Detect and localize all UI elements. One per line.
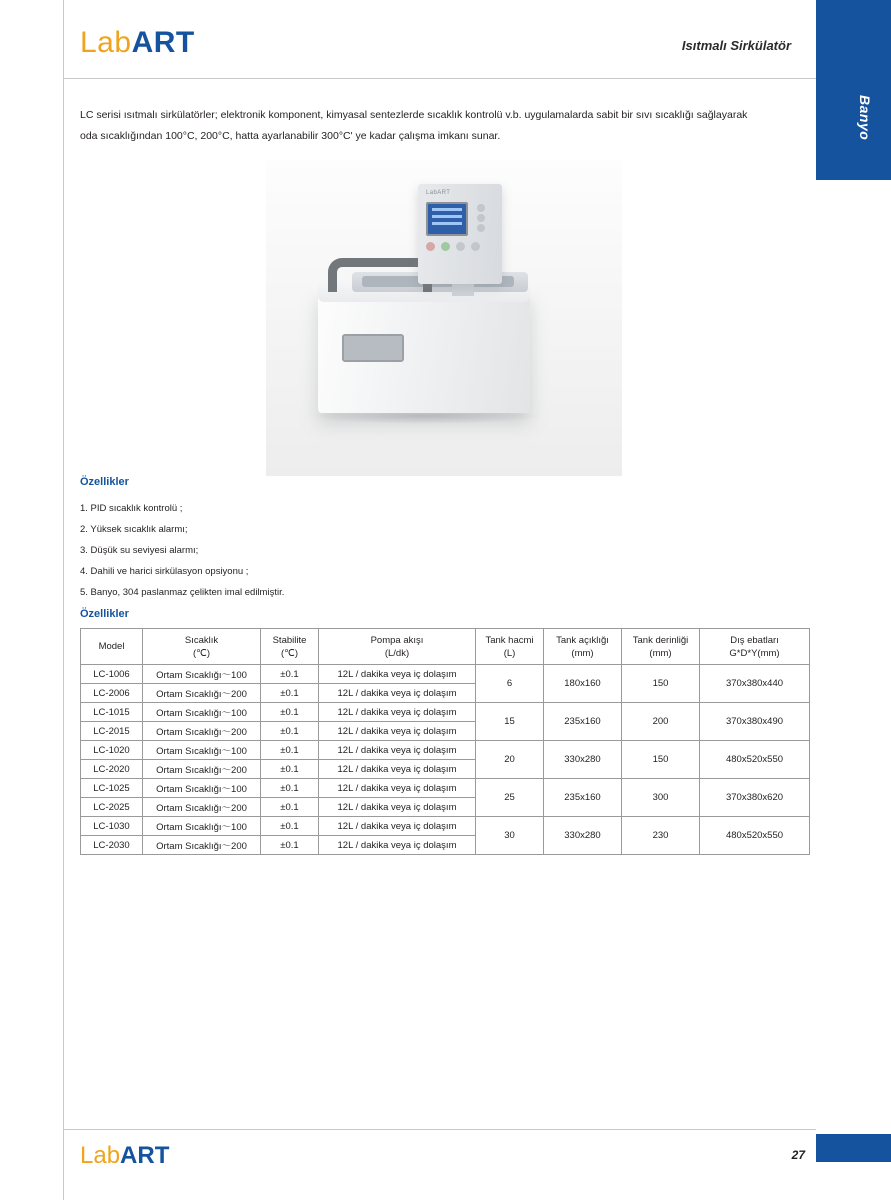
control-buttons bbox=[426, 242, 496, 251]
cell-temperature: Ortam Sıcaklığı～200 bbox=[143, 760, 261, 779]
column-header-line1: Tank hacmi bbox=[485, 634, 534, 646]
table-row bbox=[81, 779, 810, 798]
cell-pump-flow: 12L / dakika veya iç dolaşım bbox=[319, 665, 476, 684]
cell-dimensions: 370x380x440 bbox=[700, 665, 810, 703]
cell-stability: ±0.1 bbox=[261, 684, 319, 703]
cell-temperature: Ortam Sıcaklığı～100 bbox=[143, 703, 261, 722]
cell-model: LC-1030 bbox=[81, 817, 143, 836]
cell-tank-volume: 30 bbox=[476, 817, 544, 855]
cell-model: LC-1020 bbox=[81, 741, 143, 760]
set-button-icon bbox=[471, 242, 480, 251]
cell-temperature: Ortam Sıcaklığı～100 bbox=[143, 741, 261, 760]
column-header-line2: (L/dk) bbox=[384, 647, 410, 659]
column-header-line2: (℃) bbox=[193, 647, 210, 659]
column-header-tank-depth bbox=[622, 629, 700, 665]
intro-paragraph: LC serisi ısıtmalı sirkülatörler; elektronik komponent, kimyasal sentezlerde sıcaklık kontrolü v.b. uygulamalarda sabit bir sıvı sıcaklığı sağlayarak oda sıcaklığından 100°C, 200°C, hatta ayarlanabilir 300°C' ye kadar çalışma imkanı sunar. bbox=[80, 108, 748, 142]
carry-handle bbox=[328, 258, 432, 292]
cell-model: LC-1006 bbox=[81, 665, 143, 684]
cell-temperature: Ortam Sıcaklığı～200 bbox=[143, 798, 261, 817]
product-image bbox=[266, 160, 622, 476]
cell-model: LC-2015 bbox=[81, 722, 143, 741]
cell-model: LC-1015 bbox=[81, 703, 143, 722]
cell-pump-flow: 12L / dakika veya iç dolaşım bbox=[319, 836, 476, 855]
column-header-line2: (L) bbox=[503, 647, 516, 659]
cell-tank-opening: 330x280 bbox=[544, 741, 622, 779]
features-list bbox=[80, 498, 580, 603]
cell-tank-volume: 15 bbox=[476, 703, 544, 741]
cell-pump-flow: 12L / dakika veya iç dolaşım bbox=[319, 722, 476, 741]
stop-button-icon bbox=[456, 242, 465, 251]
cell-temperature: Ortam Sıcaklığı～200 bbox=[143, 684, 261, 703]
cell-pump-flow: 12L / dakika veya iç dolaşım bbox=[319, 741, 476, 760]
list-item: 1. PID sıcaklık kontrolü ; bbox=[80, 503, 183, 514]
cell-dimensions: 370x380x620 bbox=[700, 779, 810, 817]
cell-model: LC-1025 bbox=[81, 779, 143, 798]
brand-logo bbox=[80, 26, 195, 60]
cell-tank-opening: 235x160 bbox=[544, 703, 622, 741]
column-header-temperature bbox=[143, 629, 261, 665]
column-header-line1: Tank açıklığı bbox=[556, 634, 609, 646]
header-divider bbox=[64, 78, 816, 79]
cell-temperature: Ortam Sıcaklığı～100 bbox=[143, 665, 261, 684]
cell-tank-depth: 150 bbox=[622, 665, 700, 703]
page-left-rule bbox=[63, 0, 64, 1200]
cell-dimensions: 480x520x550 bbox=[700, 741, 810, 779]
column-header-line1: Tank derinliği bbox=[632, 634, 689, 646]
footer-logo-lab: Lab bbox=[80, 1142, 121, 1169]
page-title: Isıtmalı Sirkülatör bbox=[681, 38, 791, 53]
column-header-line1: Sıcaklık bbox=[184, 634, 219, 646]
start-button-icon bbox=[441, 242, 450, 251]
cell-stability: ±0.1 bbox=[261, 760, 319, 779]
column-header-tank-volume bbox=[476, 629, 544, 665]
cell-temperature: Ortam Sıcaklığı～100 bbox=[143, 817, 261, 836]
table-row bbox=[81, 665, 810, 684]
cell-pump-flow: 12L / dakika veya iç dolaşım bbox=[319, 684, 476, 703]
column-header-line2: (mm) bbox=[649, 647, 672, 659]
power-button-icon bbox=[426, 242, 435, 251]
brand-logo-lab: Lab bbox=[80, 26, 132, 59]
page-number: 27 bbox=[791, 1148, 805, 1162]
cell-stability: ±0.1 bbox=[261, 836, 319, 855]
cell-model: LC-2030 bbox=[81, 836, 143, 855]
cell-temperature: Ortam Sıcaklığı～100 bbox=[143, 779, 261, 798]
cell-tank-depth: 200 bbox=[622, 703, 700, 741]
cell-tank-volume: 6 bbox=[476, 665, 544, 703]
cell-stability: ±0.1 bbox=[261, 665, 319, 684]
column-header-model bbox=[81, 629, 143, 665]
cell-model: LC-2025 bbox=[81, 798, 143, 817]
front-window bbox=[342, 334, 404, 362]
list-item: 4. Dahili ve harici sirkülasyon opsiyonu ; bbox=[80, 566, 249, 577]
cell-tank-volume: 25 bbox=[476, 779, 544, 817]
cell-tank-depth: 300 bbox=[622, 779, 700, 817]
table-header-row bbox=[81, 629, 810, 665]
cell-tank-depth: 230 bbox=[622, 817, 700, 855]
cell-tank-depth: 150 bbox=[622, 741, 700, 779]
cell-tank-opening: 235x160 bbox=[544, 779, 622, 817]
cell-stability: ±0.1 bbox=[261, 817, 319, 836]
cell-pump-flow: 12L / dakika veya iç dolaşım bbox=[319, 779, 476, 798]
table-row bbox=[81, 741, 810, 760]
cell-pump-flow: 12L / dakika veya iç dolaşım bbox=[319, 798, 476, 817]
cell-temperature: Ortam Sıcaklığı～200 bbox=[143, 722, 261, 741]
list-item: 3. Düşük su seviyesi alarmı; bbox=[80, 545, 199, 556]
side-tab bbox=[816, 0, 891, 180]
column-header-line1: Model bbox=[98, 641, 125, 652]
column-header-line2: (mm) bbox=[571, 647, 594, 659]
cell-stability: ±0.1 bbox=[261, 741, 319, 760]
footer-logo-art: ART bbox=[120, 1142, 170, 1169]
device-brand-label: LabART bbox=[426, 190, 451, 196]
cell-tank-opening: 180x160 bbox=[544, 665, 622, 703]
column-header-line1: Pompa akışı bbox=[370, 634, 424, 646]
column-header-line1: Stabilite bbox=[272, 634, 307, 646]
column-header-line2: (℃) bbox=[281, 647, 298, 659]
side-tab-label: Banyo bbox=[857, 95, 873, 141]
cell-stability: ±0.1 bbox=[261, 798, 319, 817]
footer-divider bbox=[64, 1129, 816, 1130]
column-header-line1: Dış ebatları bbox=[730, 634, 779, 646]
cell-stability: ±0.1 bbox=[261, 779, 319, 798]
cell-model: LC-2006 bbox=[81, 684, 143, 703]
cell-pump-flow: 12L / dakika veya iç dolaşım bbox=[319, 703, 476, 722]
control-display bbox=[426, 202, 468, 236]
cell-temperature: Ortam Sıcaklığı～200 bbox=[143, 836, 261, 855]
footer-logo bbox=[80, 1142, 169, 1170]
column-header-tank-opening bbox=[544, 629, 622, 665]
table-row bbox=[81, 817, 810, 836]
list-item: 5. Banyo, 304 paslanmaz çelikten imal edilmiştir. bbox=[80, 587, 285, 598]
cell-stability: ±0.1 bbox=[261, 722, 319, 741]
cell-tank-opening: 330x280 bbox=[544, 817, 622, 855]
cell-dimensions: 480x520x550 bbox=[700, 817, 810, 855]
footer-tab bbox=[816, 1134, 891, 1162]
cell-tank-volume: 20 bbox=[476, 741, 544, 779]
specifications-table bbox=[80, 628, 810, 855]
cell-pump-flow: 12L / dakika veya iç dolaşım bbox=[319, 760, 476, 779]
column-header-pump-flow bbox=[319, 629, 476, 665]
specs-heading: Özellikler bbox=[80, 608, 129, 620]
table-row bbox=[81, 703, 810, 722]
features-heading: Özellikler bbox=[80, 476, 129, 488]
cell-dimensions: 370x380x490 bbox=[700, 703, 810, 741]
control-keypad bbox=[474, 202, 496, 236]
brand-logo-art: ART bbox=[131, 26, 195, 59]
column-header-line2: G*D*Y(mm) bbox=[729, 647, 780, 659]
column-header-dimensions bbox=[700, 629, 810, 665]
cell-pump-flow: 12L / dakika veya iç dolaşım bbox=[319, 817, 476, 836]
column-header-stability bbox=[261, 629, 319, 665]
cell-stability: ±0.1 bbox=[261, 703, 319, 722]
list-item: 2. Yüksek sıcaklık alarmı; bbox=[80, 524, 188, 535]
cell-model: LC-2020 bbox=[81, 760, 143, 779]
